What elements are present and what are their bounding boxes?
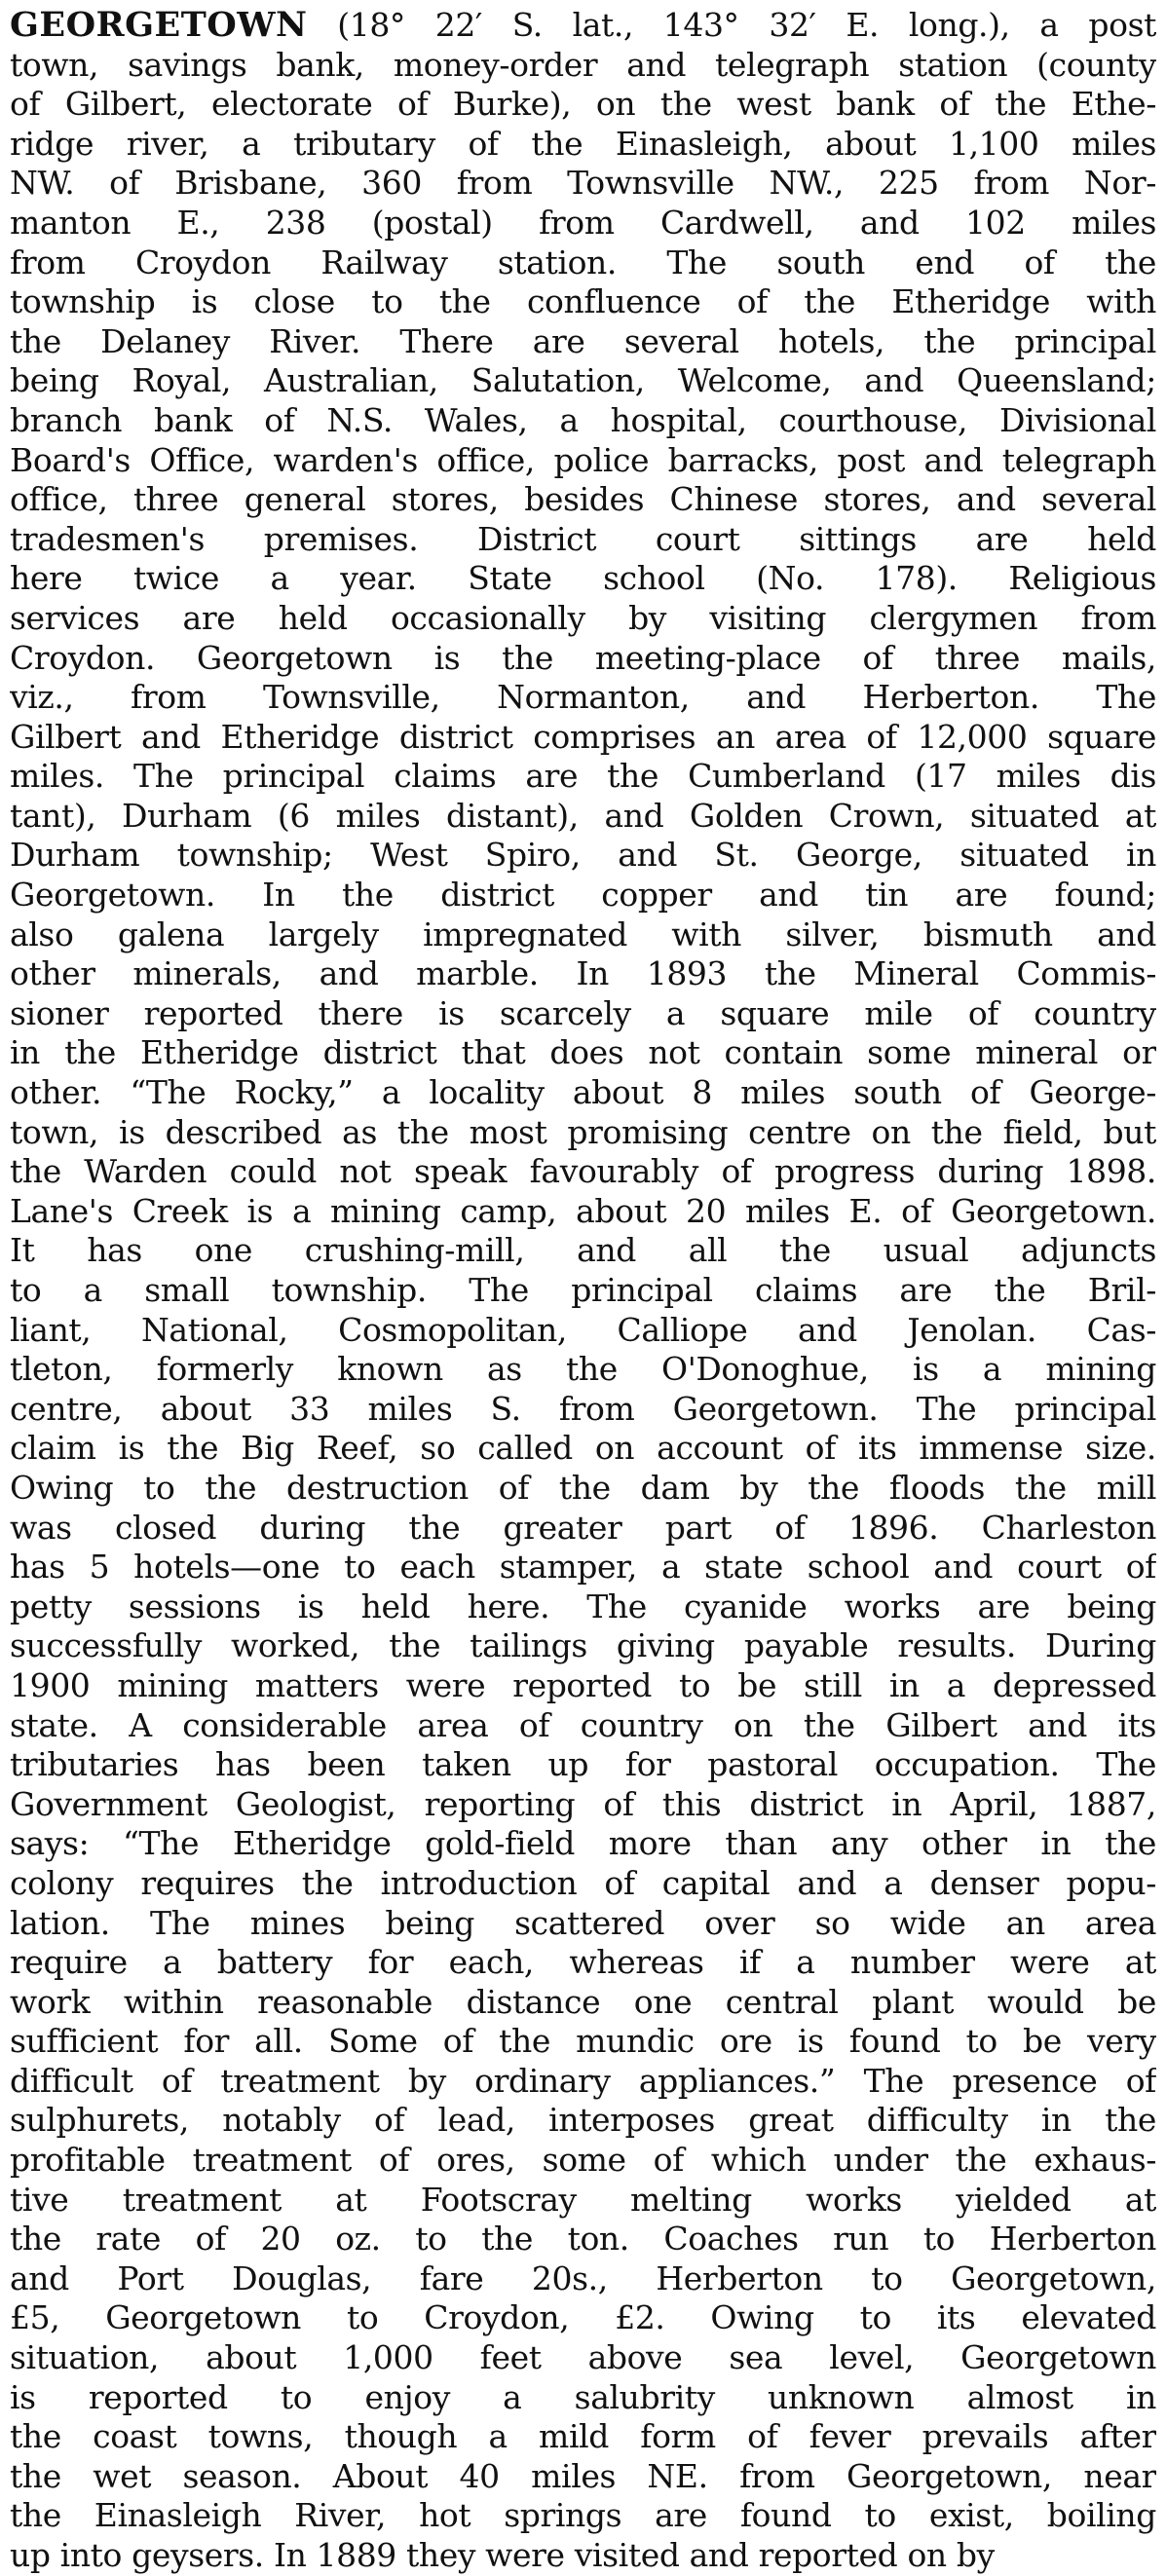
text-line: 1900 mining matters were reported to be still in a depressed [10, 1665, 1156, 1704]
text-line: successfully worked, the tailings giving payable results. During [10, 1626, 1156, 1665]
text-line: tributaries has been taken up for pastoral occupation. The [10, 1745, 1156, 1784]
text-line: require a battery for each, whereas if a number were at [10, 1943, 1156, 1982]
text-line: in the Etheridge district that does not contain some mineral or [10, 1033, 1156, 1072]
text-line: to a small township. The principal claims are the Bril- [10, 1271, 1156, 1309]
text-line: Government Geologist, reporting of this district in April, 1887, [10, 1784, 1156, 1823]
text-line: was closed during the greater part of 1896. Charleston [10, 1508, 1156, 1547]
text-line: of Gilbert, electorate of Burke), on the west bank of the Ethe- [10, 85, 1156, 124]
text-line: tradesmen's premises. District court sittings are held [10, 519, 1156, 558]
entry-headword: GEORGETOWN [10, 6, 308, 45]
text-line: state. A considerable area of country on the Gilbert and its [10, 1705, 1156, 1744]
text-line: sulphurets, notably of lead, interposes great difficulty in the [10, 2101, 1156, 2140]
text-line: Lane's Creek is a mining camp, about 20 miles E. of Georgetown. [10, 1191, 1156, 1230]
text-line: sufficient for all. Some of the mundic ore is found to be very [10, 2022, 1156, 2061]
text-line: tive treatment at Footscray melting works yielded at [10, 2180, 1156, 2219]
text-line: situation, about 1,000 feet above sea level, Georgetown [10, 2338, 1156, 2377]
text-line: township is close to the confluence of the Etheridge with [10, 282, 1156, 321]
entry-first-line [10, 6, 1156, 46]
text-line: tant), Durham (6 miles distant), and Golden Crown, situated at [10, 796, 1156, 835]
text-line: Durham township; West Spiro, and St. George, situated in [10, 836, 1156, 875]
entry-body [10, 46, 1156, 2576]
text-line: the Delaney River. There are several hotels, the principal [10, 321, 1156, 360]
entry-first-line-text: (18° 22′ S. lat., 143° 32′ E. long.), a post [337, 6, 1156, 44]
text-line: NW. of Brisbane, 360 from Townsville NW., 225 from Nor- [10, 164, 1156, 203]
text-line: and Port Douglas, fare 20s., Herberton to Georgetown, [10, 2259, 1156, 2297]
text-line: office, three general stores, besides Chinese stores, and several [10, 480, 1156, 519]
text-line: Board's Office, warden's office, police barracks, post and telegraph [10, 440, 1156, 479]
text-line: the wet season. About 40 miles NE. from Georgetown, near [10, 2456, 1156, 2495]
text-line: other minerals, and marble. In 1893 the Mineral Commis- [10, 954, 1156, 993]
text-line: the rate of 20 oz. to the ton. Coaches run to Herberton [10, 2220, 1156, 2259]
text-line: profitable treatment of ores, some of which under the exhaus- [10, 2141, 1156, 2180]
text-line: £5, Georgetown to Croydon, £2. Owing to its elevated [10, 2298, 1156, 2337]
text-line: difficult of treatment by ordinary appliances.” The presence of [10, 2061, 1156, 2100]
text-line: also galena largely impregnated with silver, bismuth and [10, 915, 1156, 953]
text-line: town, is described as the most promising centre on the field, but [10, 1112, 1156, 1151]
text-line: claim is the Big Reef, so called on account of its immense size. [10, 1429, 1156, 1468]
text-line: the Warden could not speak favourably of progress during 1898. [10, 1152, 1156, 1191]
text-line: liant, National, Cosmopolitan, Calliope and Jenolan. Cas- [10, 1310, 1156, 1349]
text-line: tleton, formerly known as the O'Donoghue, is a mining [10, 1350, 1156, 1389]
text-line: Gilbert and Etheridge district comprises an area of 12,000 square [10, 717, 1156, 756]
text-line: ridge river, a tributary of the Einasleigh, about 1,100 miles [10, 124, 1156, 163]
text-line: says: “The Etheridge gold-field more than any other in the [10, 1824, 1156, 1863]
text-line: colony requires the introduction of capital and a denser popu- [10, 1863, 1156, 1902]
text-line: work within reasonable distance one central plant would be [10, 1982, 1156, 2021]
text-line: from Croydon Railway station. The south end of the [10, 243, 1156, 281]
text-line: is reported to enjoy a salubrity unknown almost in [10, 2377, 1156, 2416]
text-line: town, savings bank, money-order and telegraph station (county [10, 45, 1156, 84]
text-line: services are held occasionally by visiting clergymen from [10, 598, 1156, 637]
text-line: other. “The Rocky,” a locality about 8 miles south of George- [10, 1073, 1156, 1112]
text-line: the coast towns, though a mild form of fever prevails after [10, 2417, 1156, 2456]
text-line: viz., from Townsville, Normanton, and Herberton. The [10, 678, 1156, 717]
text-line: sioner reported there is scarcely a square mile of country [10, 993, 1156, 1032]
text-line: centre, about 33 miles S. from Georgetown. The principal [10, 1389, 1156, 1428]
text-line: has 5 hotels—one to each stamper, a state school and court of [10, 1548, 1156, 1587]
text-line: here twice a year. State school (No. 178). Religious [10, 559, 1156, 598]
text-line: It has one crushing-mill, and all the usual adjuncts [10, 1231, 1156, 1270]
gazetteer-entry [10, 6, 1156, 2576]
text-line: branch bank of N.S. Wales, a hospital, courthouse, Divisional [10, 400, 1156, 439]
text-line: lation. The mines being scattered over so wide an area [10, 1903, 1156, 1942]
text-line: Croydon. Georgetown is the meeting-place of three mails, [10, 638, 1156, 677]
text-line: up into geysers. In 1889 they were visited and reported on by [10, 2536, 995, 2574]
text-line: being Royal, Australian, Salutation, Welcome, and Queensland; [10, 361, 1156, 400]
text-line: miles. The principal claims are the Cumberland (17 miles dis [10, 757, 1156, 796]
text-line: Georgetown. In the district copper and tin are found; [10, 876, 1156, 915]
text-line: manton E., 238 (postal) from Cardwell, and 102 miles [10, 203, 1156, 242]
text-line: the Einasleigh River, hot springs are found to exist, boiling [10, 2496, 1156, 2535]
text-line: Owing to the destruction of the dam by the floods the mill [10, 1468, 1156, 1507]
text-line: petty sessions is held here. The cyanide works are being [10, 1587, 1156, 1625]
